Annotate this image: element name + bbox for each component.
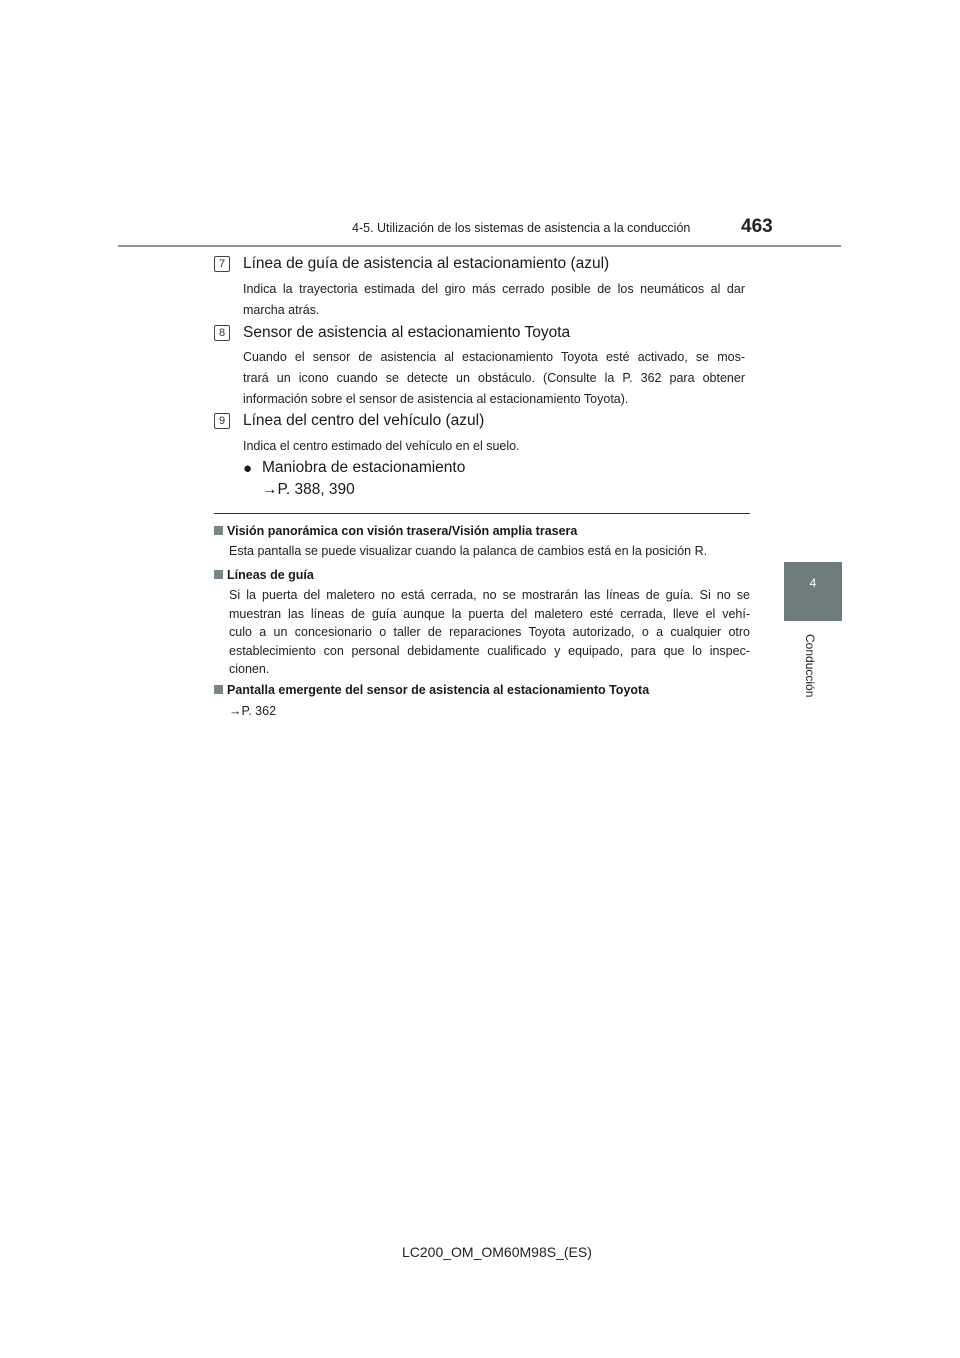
section-header: 4-5. Utilización de los sistemas de asistencia a la conducción: [352, 221, 691, 235]
text-line: culo a un concesionario o taller de reparaciones Toyota autorizado, o a cualquier otro: [229, 625, 750, 639]
text-line: marcha atrás.: [243, 303, 320, 317]
item-title: Línea de guía de asistencia al estacionamiento (azul): [243, 255, 610, 272]
item-number-badge: 7: [214, 256, 230, 272]
header-divider: [118, 245, 841, 247]
note-body: [229, 542, 750, 561]
text-line: Esta pantalla se puede visualizar cuando la palanca de cambios está en la posición R.: [229, 544, 708, 558]
notes-divider: [214, 513, 750, 514]
text-line: Cuando el sensor de asistencia al estacionamiento Toyota esté activado, se mos-: [243, 350, 745, 364]
bullet-title: Maniobra de estacionamiento: [262, 459, 466, 476]
chapter-label: Conducción: [803, 634, 817, 698]
note-heading: Pantalla emergente del sensor de asistencia al estacionamiento Toyota: [214, 683, 649, 697]
text-line: muestran las líneas de guía aunque la puerta del maletero esté cerrada, lleve el vehí-: [229, 606, 750, 621]
text-line: establecimiento con personal debidamente cualificado y equipado, para que lo inspec-: [229, 643, 750, 658]
note-heading: Líneas de guía: [214, 568, 314, 582]
page-number: 463: [741, 216, 773, 237]
item-number-badge: 8: [214, 325, 230, 341]
item-title: Línea del centro del vehículo (azul): [243, 412, 485, 429]
document-code: LC200_OM_OM60M98S_(ES): [402, 1244, 592, 1260]
item-title: Sensor de asistencia al estacionamiento Toyota: [243, 324, 571, 341]
square-bullet-icon: [214, 685, 223, 694]
square-bullet-icon: [214, 570, 223, 579]
page-reference-link[interactable]: →P. 362: [229, 704, 277, 718]
item-description: [243, 436, 745, 457]
text-line: cionen.: [229, 662, 270, 676]
chapter-tab-number: 4: [809, 576, 817, 590]
text-line: información sobre el sensor de asistencia al estacionamiento Toyota).: [243, 392, 629, 406]
note-body: [229, 702, 750, 721]
bullet-icon: ●: [243, 460, 253, 477]
text-line: Indica el centro estimado del vehículo en el suelo.: [243, 439, 520, 453]
note-heading: Visión panorámica con visión trasera/Visión amplia trasera: [214, 524, 577, 538]
square-bullet-icon: [214, 526, 223, 535]
item-description: [243, 279, 745, 321]
chapter-tab: [784, 562, 842, 621]
item-description: [243, 347, 745, 410]
note-body: [229, 586, 750, 679]
text-line: Indica la trayectoria estimada del giro más cerrado posible de los neumáticos al dar: [243, 282, 745, 296]
text-line: trará un icono cuando se detecte un obstáculo. (Consulte la P. 362 para obtener: [243, 371, 745, 385]
text-line: Si la puerta del maletero no está cerrada, no se mostrarán las líneas de guía. Si no se: [229, 588, 750, 602]
page-reference-link[interactable]: →P. 388, 390: [262, 481, 355, 498]
item-number-badge: 9: [214, 413, 230, 429]
